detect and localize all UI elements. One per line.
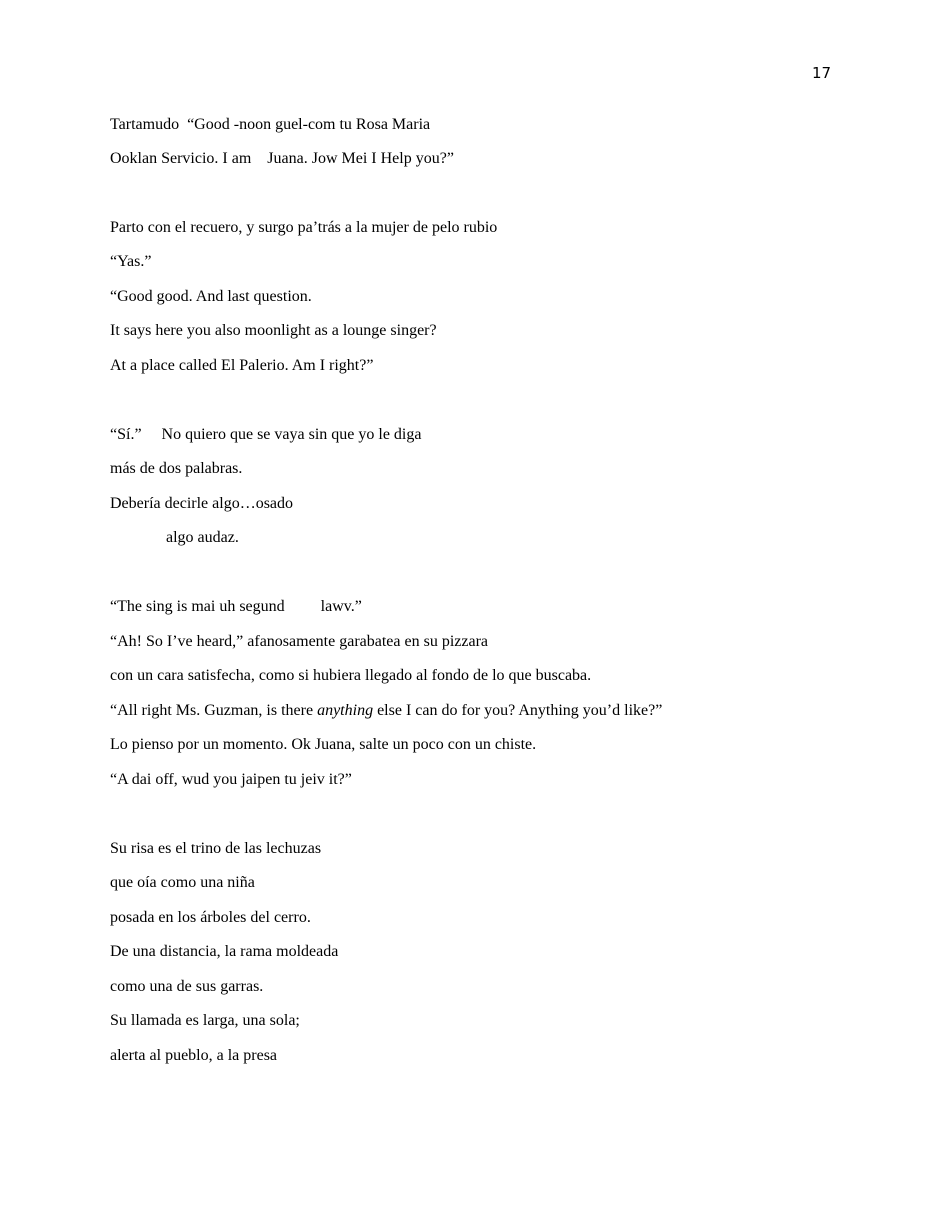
page-number: 17: [812, 64, 832, 82]
text-line-24: alerta al pueblo, a la presa: [110, 1047, 278, 1064]
text-line-4: “Yas.”: [110, 253, 152, 270]
text-line-14: con un cara satisfecha, como si hubiera llegado al fondo de lo que buscaba.: [110, 667, 592, 684]
text-line-20: posada en los árboles del cerro.: [110, 909, 311, 926]
text-line-2: Ooklan Servicio. I am Juana. Jow Mei I Help you?”: [110, 150, 454, 167]
text-line-6: It says here you also moonlight as a lounge singer?: [110, 322, 437, 339]
text-line-19: que oía como una niña: [110, 874, 255, 891]
text-line-18: Su risa es el trino de las lechuzas: [110, 840, 322, 857]
text-line-8: “Sí.” No quiero que se vaya sin que yo le diga: [110, 426, 422, 443]
text-line-9: más de dos palabras.: [110, 460, 243, 477]
text-line-15: [110, 702, 662, 720]
text-line-10: Debería decirle algo…osado: [110, 495, 294, 512]
text-line-7: At a place called El Palerio. Am I right?”: [110, 357, 374, 374]
text-line-11: algo audaz.: [166, 529, 239, 546]
text-line-21: De una distancia, la rama moldeada: [110, 943, 339, 960]
text-line-15-end: else I can do for you? Anything you’d like?”: [373, 702, 663, 719]
text-line-22: como una de sus garras.: [110, 978, 264, 995]
text-line-15-start: “All right Ms. Guzman, is there: [110, 702, 318, 719]
text-line-23: Su llamada es larga, una sola;: [110, 1012, 300, 1029]
text-line-13: “Ah! So I’ve heard,” afanosamente garabatea en su pizzara: [110, 633, 489, 650]
text-line-5: “Good good. And last question.: [110, 288, 312, 305]
text-line-1: Tartamudo “Good -noon guel-com tu Rosa Maria: [110, 116, 431, 133]
emphasis-anything: anything: [317, 702, 374, 719]
text-line-12: “The sing is mai uh segund lawv.”: [110, 598, 362, 615]
text-line-3: Parto con el recuero, y surgo pa’trás a la mujer de pelo rubio: [110, 219, 498, 236]
text-line-16: Lo pienso por un momento. Ok Juana, salte un poco con un chiste.: [110, 736, 537, 753]
text-line-17: “A dai off, wud you jaipen tu jeiv it?”: [110, 771, 352, 788]
